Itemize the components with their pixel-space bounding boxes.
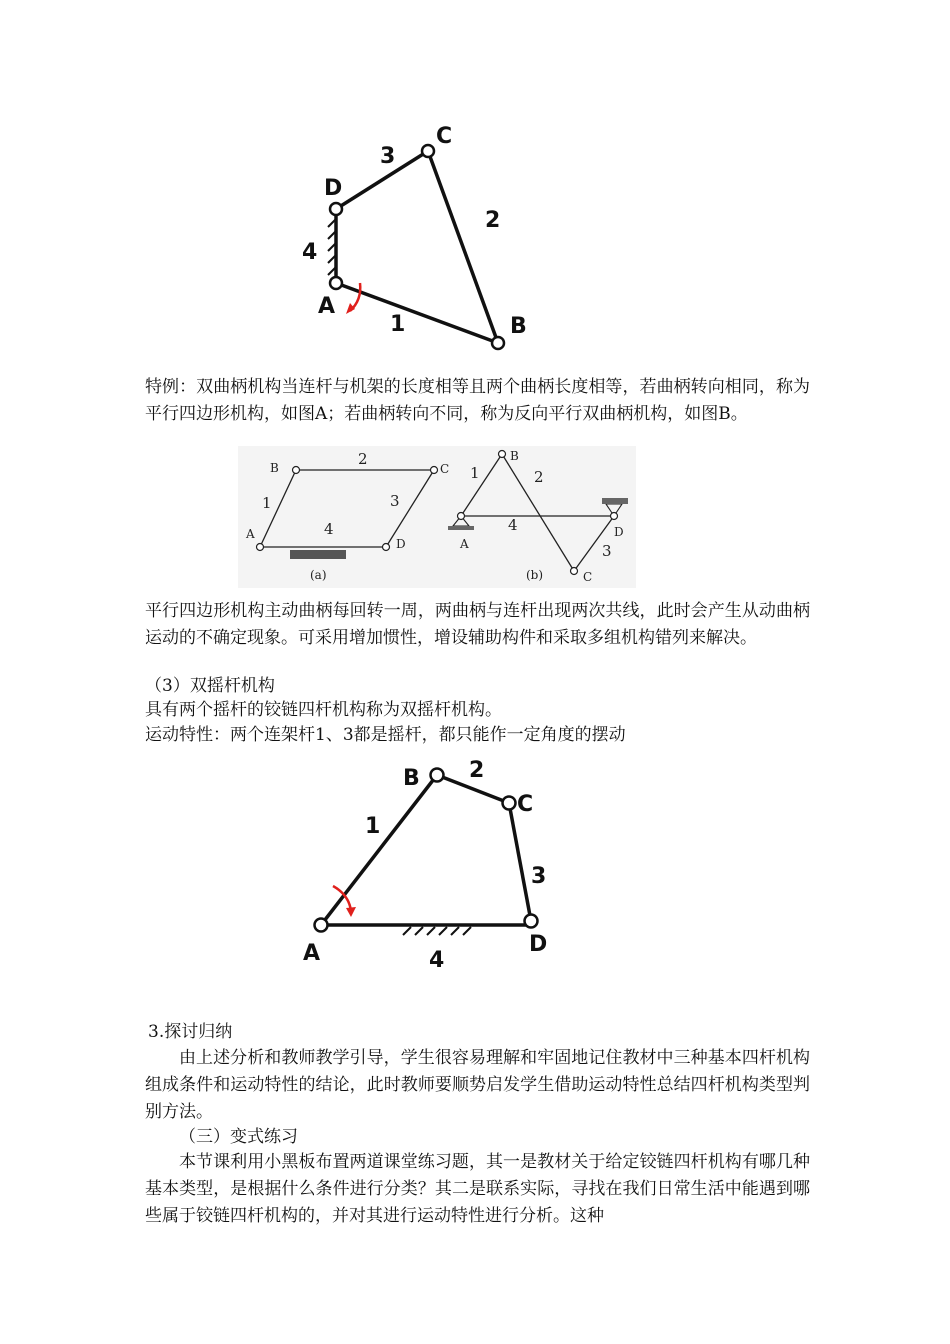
paragraph-double-rocker-def: 具有两个摇杆的铰链四杆机构称为双摇杆机构。: [145, 700, 502, 720]
fig-a-label-b: B: [270, 461, 279, 475]
section-heading-summary: 3.探讨归纳: [148, 1022, 233, 1042]
label-link-1: 1: [365, 814, 381, 839]
fig-b-caption: (b): [526, 568, 544, 582]
figure-parallelogram-mechanisms: [238, 446, 636, 588]
fig-a-caption: (a): [310, 568, 327, 582]
label-a: A: [303, 941, 321, 966]
label-c: C: [517, 792, 534, 817]
heading-variant-exercise: （三）变式练习: [179, 1127, 298, 1147]
fig-b-label-d: D: [614, 525, 624, 539]
paragraph-summary: 由上述分析和教师教学引导，学生很容易理解和牢固地记住教材中三种基本四杆机构组成条件和运动特性的结论，此时教师要顺势启发学生借助运动特性总结四杆机构类型判别方法。: [145, 1048, 810, 1122]
paragraph-motion-feature: 运动特性：两个连架杆1、3都是摇杆，都只能作一定角度的摆动: [145, 725, 626, 745]
fig-b-link-2: 2: [534, 468, 544, 486]
label-b: B: [510, 314, 527, 339]
paragraph-parallelogram-note: 平行四边形机构主动曲柄每回转一周，两曲柄与连杆出现两次共线，此时会产生从动曲柄运动的不确定现象。可采用增加惯性，增设辅助构件和采取多组机构错列来解决。: [145, 601, 810, 648]
label-link-4: 4: [302, 240, 318, 265]
fig-a-label-d: D: [396, 537, 406, 551]
fig-a-label-c: C: [440, 462, 450, 476]
label-c: C: [436, 124, 453, 149]
label-d: D: [529, 932, 548, 957]
label-d: D: [324, 176, 343, 201]
label-link-2: 2: [469, 758, 485, 783]
paragraph-special-case: 特例：双曲柄机构当连杆与机架的长度相等且两个曲柄长度相等，若曲柄转向相同，称为平行四边形机构，如图A；若曲柄转向不同，称为反向平行双曲柄机构，如图B。: [145, 377, 810, 424]
fig-b-link-3: 3: [602, 542, 612, 560]
label-link-3: 3: [380, 144, 396, 169]
fig-b-label-a: A: [460, 537, 469, 551]
label-link-1: 1: [390, 312, 406, 337]
fig-b-label-b: B: [510, 449, 519, 463]
fig-a-link-4: 4: [324, 520, 334, 538]
label-link-2: 2: [485, 208, 501, 233]
fig-b-link-4: 4: [508, 516, 518, 534]
label-b: B: [403, 766, 420, 791]
fig-b-label-c: C: [583, 570, 593, 584]
label-a: A: [318, 294, 336, 319]
label-link-3: 3: [531, 864, 547, 889]
fig-b-link-1: 1: [470, 464, 480, 482]
fig-a-link-3: 3: [390, 492, 400, 510]
paragraph-exercise: 本节课利用小黑板布置两道课堂练习题，其一是教材关于给定铰链四杆机构有哪几种基本类型，是根据什么条件进行分类？其二是联系实际，寻找在我们日常生活中能遇到哪些属于铰链四杆机构的，并对其进行运动特性进行分析。这种: [145, 1152, 810, 1226]
heading-double-rocker: （3）双摇杆机构: [145, 676, 275, 696]
label-link-4: 4: [429, 948, 445, 973]
figure-double-rocker: [295, 755, 565, 980]
fig-a-label-a: A: [246, 527, 255, 541]
figure-double-crank: [280, 115, 550, 360]
fig-a-link-2: 2: [358, 450, 368, 468]
fig-a-link-1: 1: [262, 494, 272, 512]
